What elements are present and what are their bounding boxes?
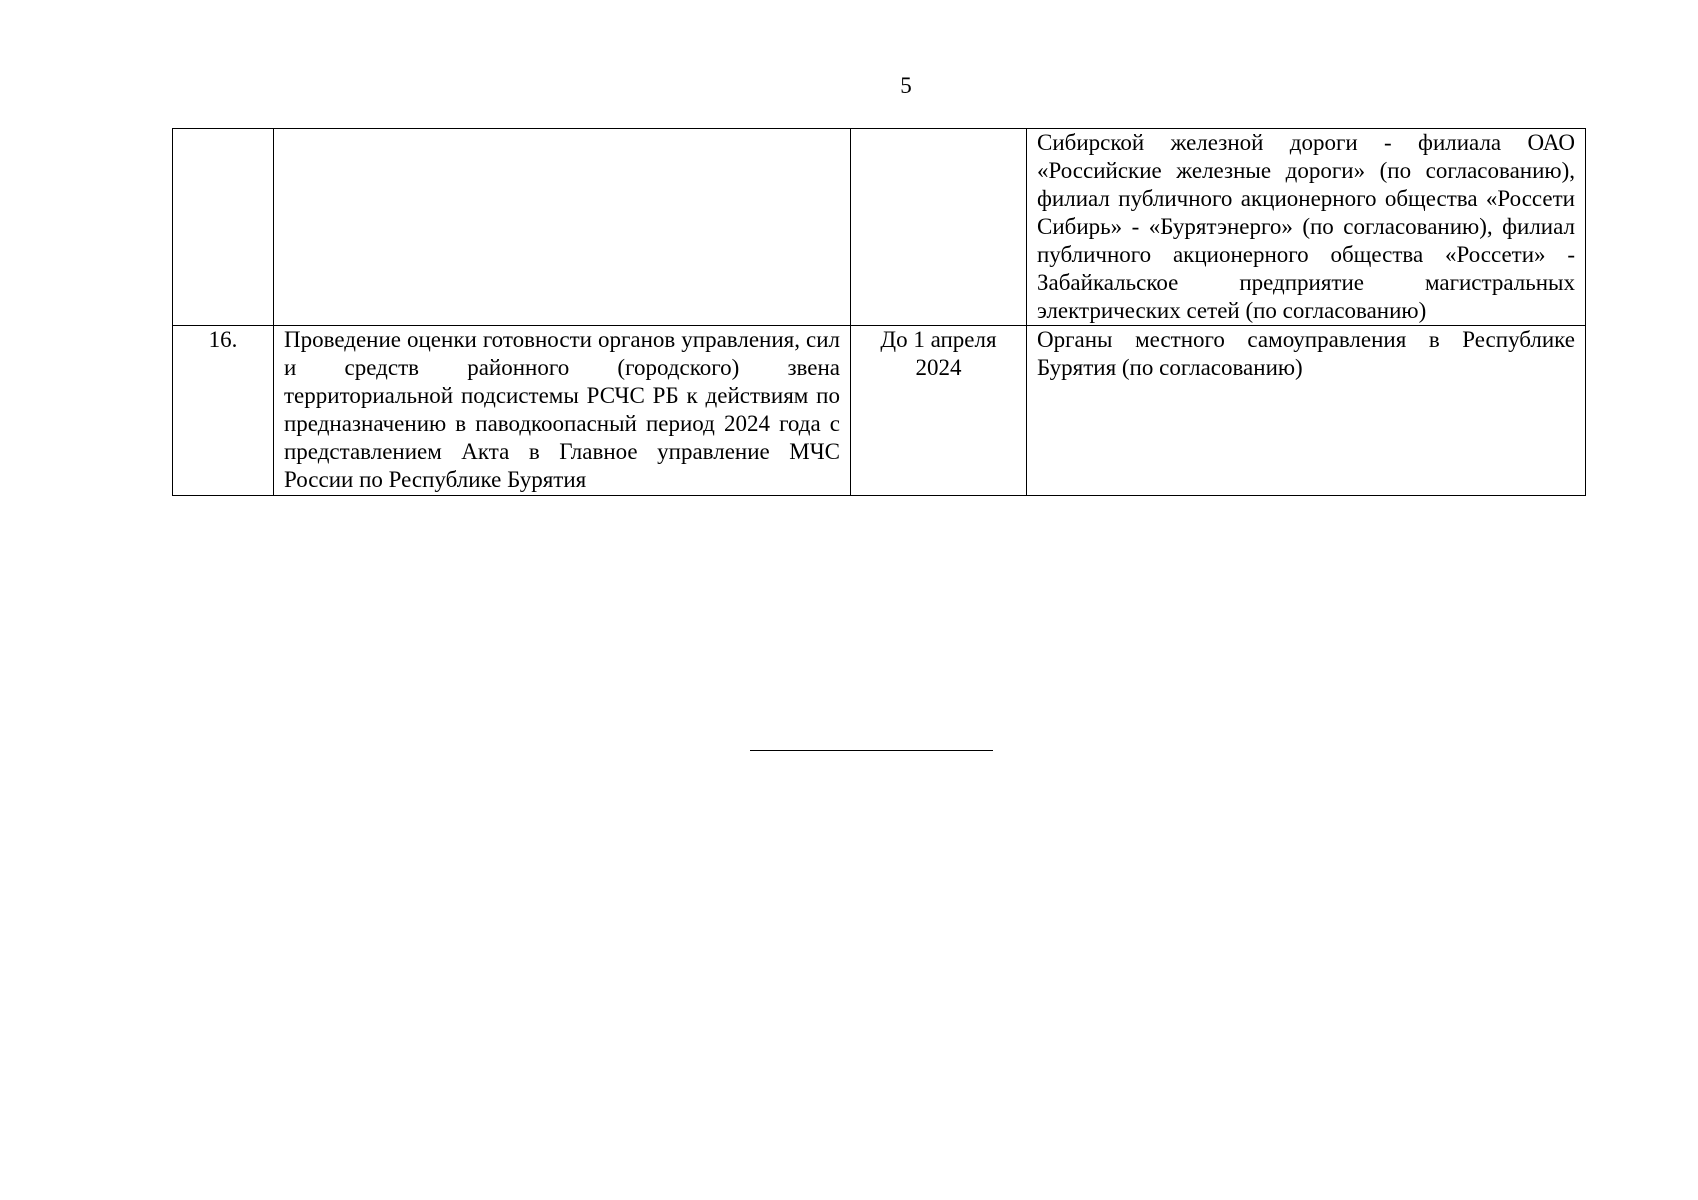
table-row: [173, 129, 1586, 326]
deadline-cell: [851, 326, 1027, 496]
responsible-text: Сибирской железной дороги - филиала ОАО «Российские железные дороги» (по согласованию), филиал публичного акционерного общества «Россети Сибирь» - «Бурятэнерго» (по согласованию), филиал публичного акционерного общества «Россети» - Забайкальское предприятие магистральных электрических сетей (по согласованию): [1037, 130, 1575, 323]
deadline-text: До 1 апреля 2024: [880, 327, 997, 380]
row-number-cell: [173, 129, 274, 326]
task-text: Проведение оценки готовности органов управления, сил и средств районного (городского) звена территориальной подсистемы РСЧС РБ к действиям по предназначению в паводкоопасный период 2024 года с представлением Акта в Главное управление МЧС России по Республике Бурятия: [284, 327, 840, 492]
row-number-cell: [173, 326, 274, 496]
task-cell: [274, 129, 851, 326]
end-separator-line: [750, 750, 993, 751]
row-number: 16.: [208, 327, 238, 352]
page-number: 5: [900, 73, 912, 98]
plan-table: [172, 128, 1586, 496]
task-cell: [274, 326, 851, 496]
responsible-cell: [1027, 326, 1586, 496]
deadline-cell: [851, 129, 1027, 326]
responsible-text: Органы местного самоуправления в Республике Бурятия (по согласованию): [1037, 327, 1575, 380]
responsible-cell: [1027, 129, 1586, 326]
table-row: [173, 326, 1586, 496]
